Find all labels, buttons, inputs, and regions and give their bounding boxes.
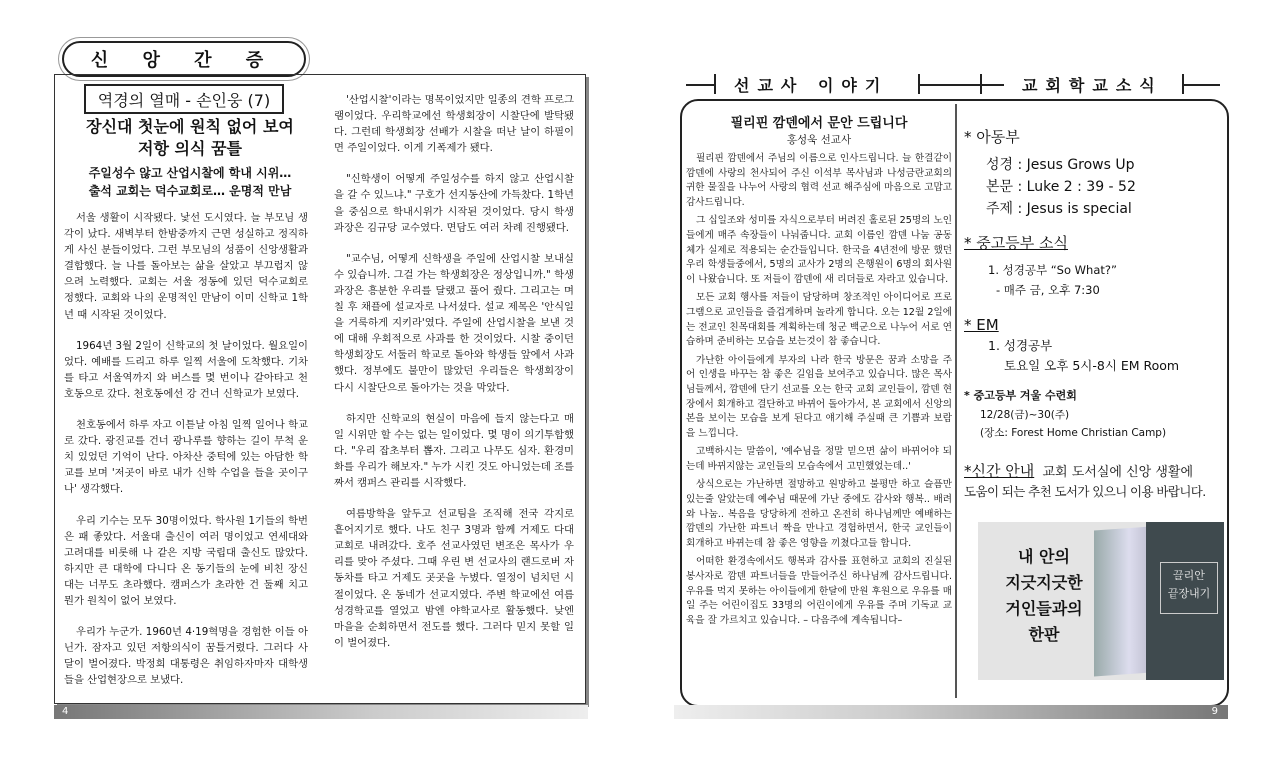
header-rule <box>920 84 980 86</box>
paragraph: "신학생이 어떻게 주일성수를 하지 않고 산업시찰을 갈 수 있느냐." 구호가 선지동산에 가득찼다. 1학년을 중심으로 학내시위가 시작된 것이었다. 당시 학생과장은 김규당 교수였다. 면담도 여러 차례 진행됐다. <box>334 173 574 234</box>
header-rule <box>686 84 714 86</box>
book-title-line: 내 안의 <box>1018 547 1070 566</box>
paragraph: 고백하시는 말씀이, '예수님을 정말 믿으면 삶이 바뀌어야 되는데 바뀌지않는 교인들의 모습속에서 고민했었는데..' <box>686 446 952 472</box>
subheadline-line: 출석 교회는 덕수교회로… 운명적 만남 <box>88 184 292 198</box>
article-subheadline <box>70 164 310 200</box>
paragraph: 여름방학을 앞두고 선교팀을 조직해 전국 각지로 흩어지기로 했다. 나도 친구 3명과 함께 거제도 다대교회로 내려갔다. 호주 선교사였던 변조은 목사가 우리를 맞아 주셨다. 그때 우린 변 선교사의 랜드로버 자동차를 타고 거제도 곳곳을 누볐다. 열정이 넘치던 시절이었다. 온 동네가 선교지였다. 주변 학교에선 여름성경학교를 열었고 밤엔 야학교사로 활동했다. 낮엔 마을을 순회하면서 전도를 했다. 그러다 믿지 못할 일이 벌어졌다. <box>334 508 574 649</box>
detail-line: 성경 : Jesus Grows Up <box>986 157 1135 173</box>
paragraph: 하지만 신학교의 현실이 마음에 들지 않는다고 매일 시위만 할 수는 없는 일이었다. 몇 명이 의기투합했다. "우리 잡초부터 뽑자. 그리고 나무도 심자. 환경미화를 우리가 해보자." 누가 시킨 것도 아니었는데 조를 짜서 캠퍼스 관리를 시작했다. <box>334 412 574 489</box>
kindergarten-details <box>986 154 1136 220</box>
book-front <box>1146 522 1224 680</box>
article-column-2 <box>334 92 574 666</box>
paragraph: 필리핀 깜덴에서 주님의 이름으로 인사드립니다. 늘 한결같이 깜덴에 사랑의 천사되어 주신 이석부 목사님과 나성금란교회의 귀한 물질을 나누어 사랑의 협력 선교 해주심에 마음으로 고맙고 감사드립니다. <box>686 153 952 208</box>
detail-line: 1. 성경공부 “So What?” <box>988 263 1117 277</box>
paragraph: 우리 기수는 모두 30명이었다. 학사원 1기들의 학번은 패 좋았다. 서울대 출신이 여러 명이었고 연세대와 고려대를 비롯해 나 같은 지방 국립대 출신도 많았다. 하지만 큰 대학에 다니다 온 동기들의 눈에 비친 장신대는 너무도 초라했다. 캠퍼스가 초라한 건 둘째 치고 뭔가 원칙이 없어 보였다. <box>64 514 308 607</box>
youth-details <box>988 260 1117 300</box>
detail-line: 본문 : Luke 2 : 39 - 52 <box>986 179 1136 195</box>
book-title <box>982 544 1106 648</box>
em-heading: * EM <box>964 316 999 334</box>
article-column-1 <box>64 210 308 703</box>
paragraph: 그 십일조와 성미를 자식으로부터 버려진 홀로된 25명의 노인들에게 매주 속장들이 나눠줍니다. 교회 이름인 깜덴 나눔 공동체가 실제로 적용되는 순간들입니다. 한국을 4년전에 방문 했던 우리 학생들중에서, 5명의 교사가 2명의 은행원이 6명의 회사원이 나왔습니다. 또 저들이 깜덴에 새 리더들로 자라고 있습니다. <box>686 215 952 285</box>
books-heading: *신간 안내 <box>964 462 1035 480</box>
missionary-author: 홍성욱 선교사 <box>786 134 852 146</box>
series-title: 역경의 열매 - 손인웅 (7) <box>84 84 284 114</box>
books-text: 교회 도서실에 신앙 생활에 <box>1042 465 1194 480</box>
book-title-line: 한판 <box>1028 625 1060 644</box>
youth-heading: * 중고등부 소식 <box>964 234 1068 252</box>
retreat-heading: * 중고등부 겨울 수련회 <box>964 389 1077 402</box>
page-footer-left <box>54 705 588 719</box>
paragraph: 가난한 아이들에게 부자의 나라 한국 방문은 꿈과 소망을 주어 인생을 바꾸는 참 좋은 길임을 보여주고 있습니다. 많은 목사님들께서, 깜덴에 단기 선교를 오는 한국 교회 교인들이, 깜덴 현장에서 회개하고 결단하고 바뀌어 돌아가서, 본 교회에서 신앙의 본을 보이는 모습을 보게 된다고 얘기해 주실때 큰 기쁨과 보람을 느낍니다. <box>686 354 952 439</box>
detail-line: (장소: Forest Home Christian Camp) <box>980 427 1167 439</box>
headline-line: 저항 의식 꿈틀 <box>138 139 242 158</box>
header-tick <box>714 74 716 94</box>
page-number: 9 <box>1211 706 1218 717</box>
section-title: 신 앙 간 증 <box>90 50 278 71</box>
paragraph: 서울 생활이 시작됐다. 낯선 도시였다. 늘 부모님 생각이 났다. 새벽부터 한밤중까지 근면 성실하고 정직하게 사신 분들이었다. 그런 부모님의 성품이 신앙생활과 결합했다. 늘 나를 돌아보는 삶을 살았고 부끄럽지 않으려 노력했다. 교회는 서울 정동에 있던 덕수교회로 정했다. 교회와 나의 운명적인 만남이 이미 신학교 1학년 때 시작된 것이었다. <box>64 212 308 321</box>
books-text-2: 도움이 되는 추천 도서가 있으니 이용 바랍니다. <box>964 484 1206 499</box>
paragraph: 1964년 3월 2일이 신학교의 첫 날이었다. 월요일이었다. 예배를 드리고 하루 일찍 서울에 도착했다. 기차를 타고 서울역까지 와 버스를 몇 번이나 갈아타고 천호동으로 갔다. 천호동에선 강 건너 신학교가 보였다. <box>64 339 308 400</box>
detail-line: 토요일 오후 5시-8시 EM Room <box>1004 358 1180 373</box>
header-rule <box>1184 84 1220 86</box>
article-headline <box>70 116 310 160</box>
em-details <box>988 336 1179 376</box>
page-number: 4 <box>62 706 69 717</box>
page-footer-right <box>674 705 1228 719</box>
subheadline-line: 주일성수 않고 산업시찰에 학내 시위… <box>88 166 292 180</box>
detail-line: - 매주 금, 오후 7:30 <box>996 283 1100 297</box>
header-missionary: 선교사 이야기 <box>734 75 889 95</box>
paragraph: 상식으로는 가난하면 절망하고 원망하고 불평만 하고 슬픔만 있는줄 알았는데 예수님 때문에 가난 중에도 감사와 행복.. 배려와 나눔.. 복음을 당당하게 전하고 온전히 하나님께만 예배하는 깜덴의 가난한 파트너 짝을 만나고 경험하면서, 한국 교인들이 회개하고 바뀌는데 참 좋은 영향을 끼쳤다고들 합니다. <box>686 479 952 549</box>
paragraph: "교수님, 어떻게 신학생을 주일에 산업시찰 보내실 수 있습니까. 그걸 가는 학생회장은 정상입니까." 학생과장은 흥분한 우리를 달랬고 풀어 줬다. 그리고는 며칠 후 채플에 설교자로 나서셨다. 설교 제목은 '안식일을 거룩하게 지키라'였다. 주일에 산업시찰을 보낸 것에 대해 우회적으로 사과를 한 것이었다. 시찰 중이던 학생회장도 서둘러 학교로 돌아와 학생들 앞에서 사과했다. 정부에도 불만이 많았던 우리들은 학생회장이 다시 시찰단으로 돌아가는 것을 막았다. <box>334 252 574 394</box>
paragraph: 모든 교회 행사를 저들이 담당하며 창조적인 아이디어로 프로그램으로 교인들을 즐겁게하며 놀라게 합니다. 오는 12월 2일에는 전교인 친목대회를 계획하는데 청군 백군으로 나누어 서로 연습하며 준비하는 모습을 보는것이 참 좋습니다. <box>686 292 952 348</box>
paragraph: 우리가 누군가. 1960년 4·19혁명을 경험한 이들 아닌가. 잠자고 있던 저항의식이 꿈틀거렸다. 그러다 사달이 벌어졌다. 박정희 대통령은 취임하자마자 대학생들을 산업현장으로 보냈다. <box>64 626 308 687</box>
retreat-details <box>980 406 1166 442</box>
header-school: 교회학교소식 <box>1022 75 1163 95</box>
detail-line: 주제 : Jesus is special <box>986 201 1132 217</box>
book-side-line: 끝장내기 <box>1167 587 1211 600</box>
book-side-line: 끌리안 <box>1173 569 1205 582</box>
header-rule <box>982 84 1004 86</box>
paragraph: 어떠한 환경속에서도 행복과 감사를 표현하고 교회의 진실된 봉사자로 깜덴 파트너들을 만들어주신 하나님께 감사드립니다. 우유를 먹지 못하는 아이들에게 한달에 만원 후원으로 우유를 매일 주는 어린이집도 33명의 어린이에게 우유를 주며 기독교 교육을 잘 가르치고 있습니다. – 다음주에 계속됩니다– <box>686 556 952 626</box>
missionary-letter <box>686 152 952 632</box>
book-cover-image <box>978 522 1224 680</box>
book-title-line: 거인들과의 <box>1005 599 1083 618</box>
detail-line: 1. 성경공부 <box>988 338 1053 353</box>
missionary-title: 필리핀 깜덴에서 문안 드립니다 <box>730 116 908 131</box>
books-notice <box>964 460 1193 481</box>
column-divider <box>955 104 957 698</box>
detail-line: 12/28(금)~30(주) <box>980 409 1070 421</box>
headline-line: 장신대 첫눈에 원칙 없어 보여 <box>86 117 294 136</box>
book-side-title <box>1160 562 1218 614</box>
book-title-line: 지긋지긋한 <box>1005 573 1083 592</box>
kindergarten-heading: * 아동부 <box>964 128 1020 146</box>
paragraph: '산업시찰'이라는 명목이었지만 일종의 견학 프로그램이었다. 우리학교에선 학생회장이 시찰단에 발탁됐다. 그런데 학생회장 선배가 시찰을 떠난 날이 하필이면 주일이었다. 이게 기폭제가 됐다. <box>334 94 574 155</box>
paragraph: 천호동에서 하루 자고 이튿날 아침 일찍 일어나 학교로 갔다. 광진교를 건너 광나루를 향하는 길이 무척 운치 있었던 기억이 난다. 아차산 중턱에 있는 아담한 학교를 보며 '저곳이 바로 내가 신학 수업을 들을 곳이구나' 생각했다. <box>64 419 308 496</box>
section-title-pill <box>62 41 306 77</box>
